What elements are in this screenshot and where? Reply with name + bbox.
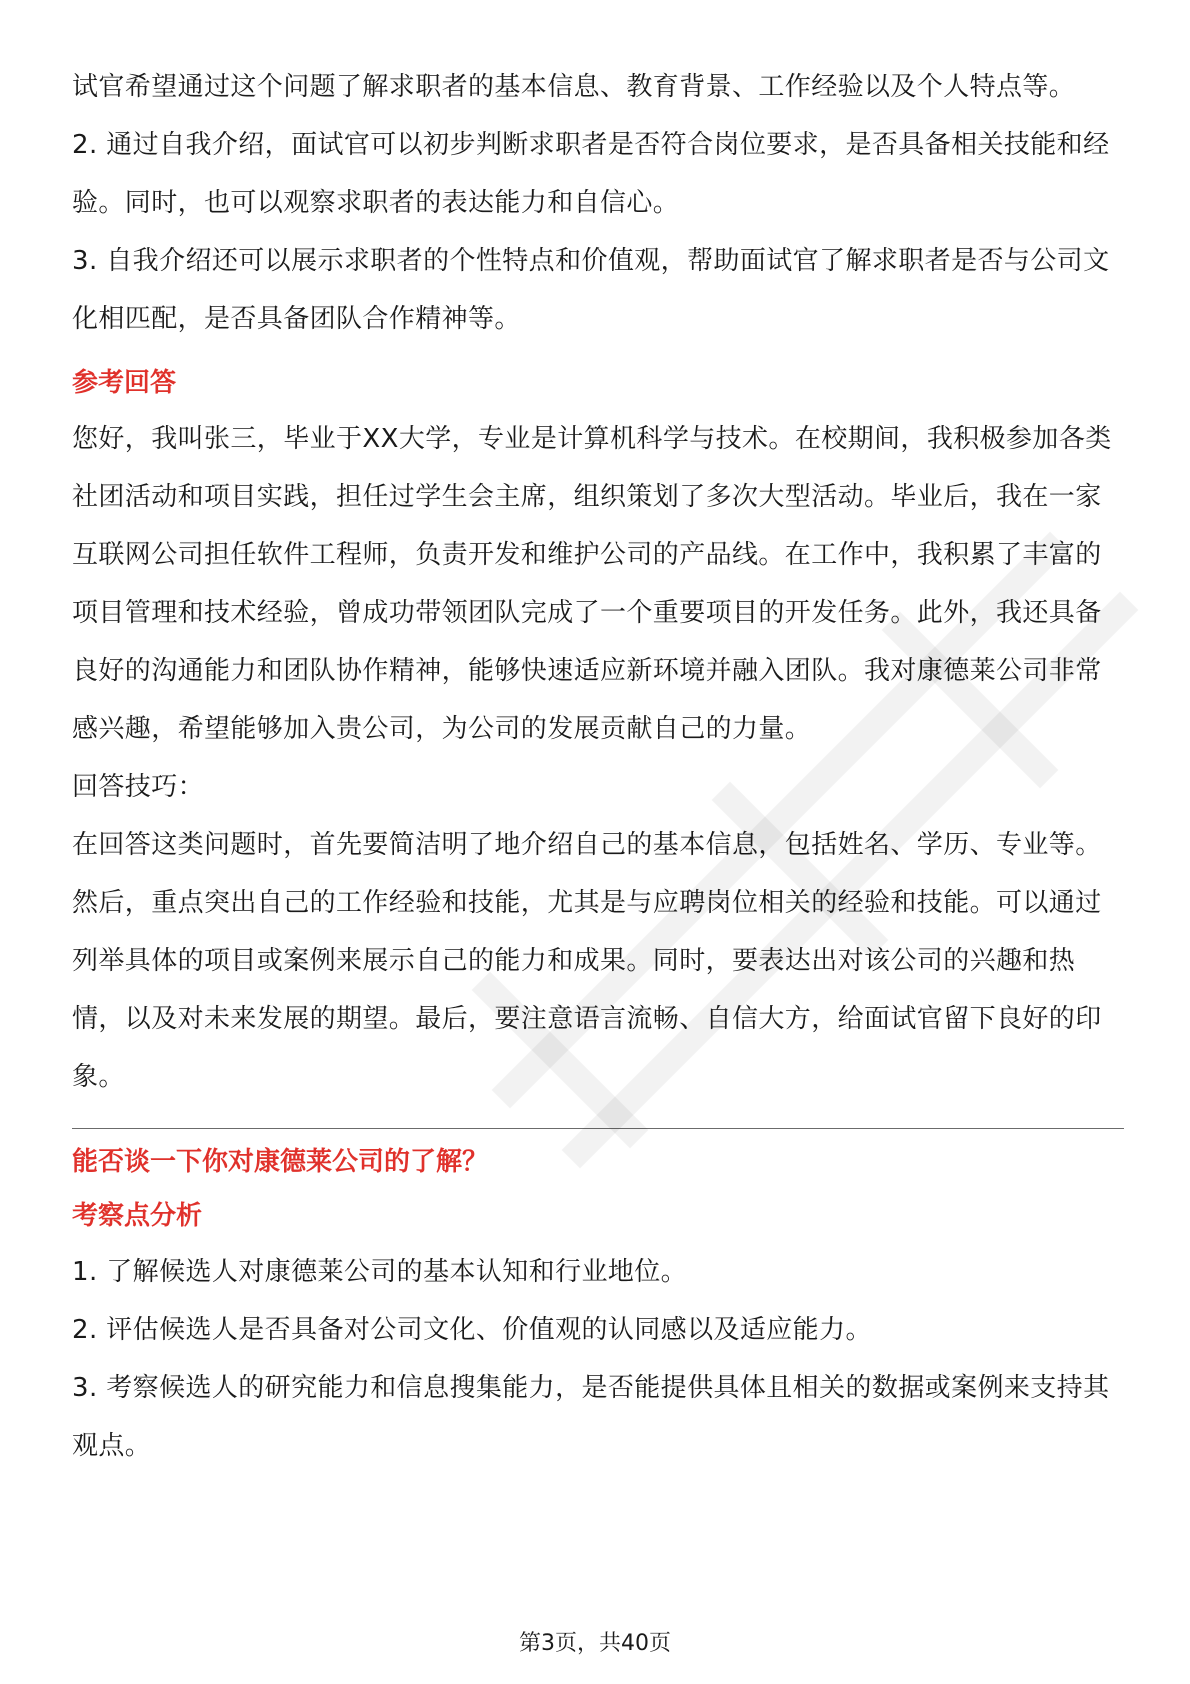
analysis-point: 1. 了解候选人对康德莱公司的基本认知和行业地位。 bbox=[72, 1257, 688, 1287]
reference-answer-heading: 参考回答 bbox=[72, 368, 177, 398]
tips-body: 在回答这类问题时，首先要简洁明了地介绍自己的基本信息，包括姓名、学历、专业等。然后，重点突出自己的工作经验和技能，尤其是与应聘岗位相关的经验和技能。可以通过列举具体的项目或案例来展示自己的能力和成果。同时，要表达出对该公司的兴趣和热情，以及对未来发展的期望。最后，要注意语言流畅、自信大方，给面试官留下良好的印象。 bbox=[72, 830, 1102, 1092]
analysis-heading: 考察点分析 bbox=[72, 1201, 203, 1231]
tips-label: 回答技巧： bbox=[72, 772, 205, 802]
paragraph: 3. 自我介绍还可以展示求职者的个性特点和价值观，帮助面试官了解求职者是否与公司文化相匹配，是否具备团队合作精神等。 bbox=[72, 246, 1110, 334]
question-title: 能否谈一下你对康德莱公司的了解？ bbox=[72, 1147, 489, 1177]
analysis-point: 3. 考察候选人的研究能力和信息搜集能力，是否能提供具体且相关的数据或案例来支持其观点。 bbox=[72, 1373, 1110, 1461]
reference-answer-body: 您好，我叫张三，毕业于XX大学，专业是计算机科学与技术。在校期间，我积极参加各类社团活动和项目实践，担任过学生会主席，组织策划了多次大型活动。毕业后，我在一家互联网公司担任软件工程师，负责开发和维护公司的产品线。在工作中，我积累了丰富的项目管理和技术经验，曾成功带领团队完成了一个重要项目的开发任务。此外，我还具备良好的沟通能力和团队协作精神，能够快速适应新环境并融入团队。我对康德莱公司非常感兴趣，希望能够加入贵公司，为公司的发展贡献自己的力量。 bbox=[72, 424, 1112, 744]
paragraph: 2. 通过自我介绍，面试官可以初步判断求职者是否符合岗位要求，是否具备相关技能和经验。同时，也可以观察求职者的表达能力和自信心。 bbox=[72, 130, 1110, 218]
document-page bbox=[72, 58, 1124, 1475]
section-divider bbox=[72, 1128, 1124, 1129]
page-number: 第3页，共40页 bbox=[519, 1631, 671, 1656]
paragraph: 试官希望通过这个问题了解求职者的基本信息、教育背景、工作经验以及个人特点等。 bbox=[72, 72, 1076, 102]
analysis-point: 2. 评估候选人是否具备对公司文化、价值观的认同感以及适应能力。 bbox=[72, 1315, 872, 1345]
